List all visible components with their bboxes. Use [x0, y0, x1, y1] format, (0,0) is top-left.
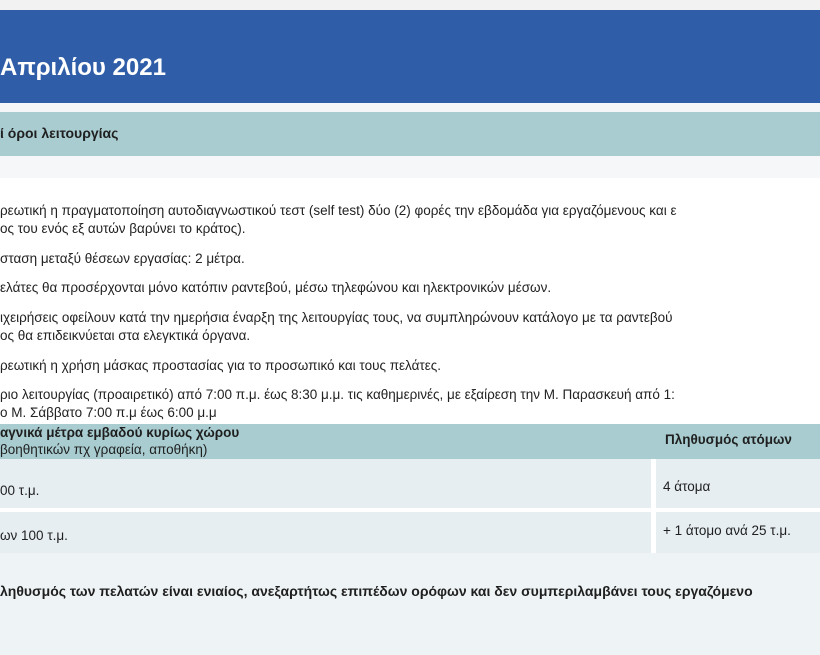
row-people-cell: + 1 άτομο ανά 25 τ.μ. — [663, 523, 791, 538]
row-area-cell: 00 τ.μ. — [0, 483, 40, 498]
body-line: ρεωτική η πραγματοποίηση αυτοδιαγνωστικού τεστ (self test) δύο (2) φορές την εβδομάδα για εργαζόμενους και ε — [0, 203, 677, 218]
footer-note-band — [0, 553, 820, 655]
title-banner — [0, 10, 820, 103]
capacity-table-header — [0, 424, 820, 459]
body-line: ιχειρήσεις οφείλουν κατά την ημερήσια έναρξη της λειτουργίας τους, να συμπληρώνουν κατάλογο με τα ραντεβού — [0, 310, 673, 325]
body-line: ο Μ. Σάββατο 7:00 π.μ έως 6:00 μ.μ — [0, 405, 217, 420]
top-strip — [0, 0, 820, 10]
header-area-line2: βοηθητικών πχ γραφεία, αποθήκη) — [0, 442, 208, 457]
row-people-cell: 4 άτομα — [663, 479, 711, 494]
page-title: Απριλίου 2021 — [0, 54, 166, 81]
table-row — [0, 512, 820, 553]
body-line: ος του ενός εξ αυτών βαρύνει το κράτος). — [0, 221, 246, 236]
row-area-cell: ων 100 τ.μ. — [0, 528, 68, 543]
body-line: ελάτες θα προσέρχονται μόνο κατόπιν ραντεβού, μέσω τηλεφώνου και ηλεκτρονικών μέσων. — [0, 280, 552, 295]
section-underband — [0, 156, 820, 178]
cell-divider — [651, 512, 656, 553]
header-people-column: Πληθυσμός ατόμων — [665, 432, 792, 447]
footer-note: ληθυσμός των πελατών είναι ενιαίος, ανεξαρτήτως επιπέδων ορόφων και δεν συμπεριλαμβάνει τους εργαζόμενο — [0, 583, 753, 599]
section-heading-band — [0, 112, 820, 156]
header-area-line1: αγνικά μέτρα εμβαδού κυρίως χώρου — [0, 425, 240, 440]
band-gap — [0, 103, 820, 112]
body-line: ος θα επιδεικνύεται στα ελεγκτικά όργανα. — [0, 328, 251, 343]
header-area-column — [0, 424, 239, 458]
body-line: σταση μεταξύ θέσεων εργασίας: 2 μέτρα. — [0, 251, 245, 266]
section-heading: ί όροι λειτουργίας — [0, 125, 119, 141]
cell-divider — [651, 459, 656, 508]
table-row — [0, 459, 820, 508]
body-line: ριο λειτουργίας (προαιρετικό) από 7:00 π.μ. έως 8:30 μ.μ. τις καθημερινές, με εξαίρεση την Μ. Παρασκευή από 1: — [0, 387, 675, 402]
body-line: ρεωτική η χρήση μάσκας προστασίας για το προσωπικό και τους πελάτες. — [0, 358, 442, 373]
